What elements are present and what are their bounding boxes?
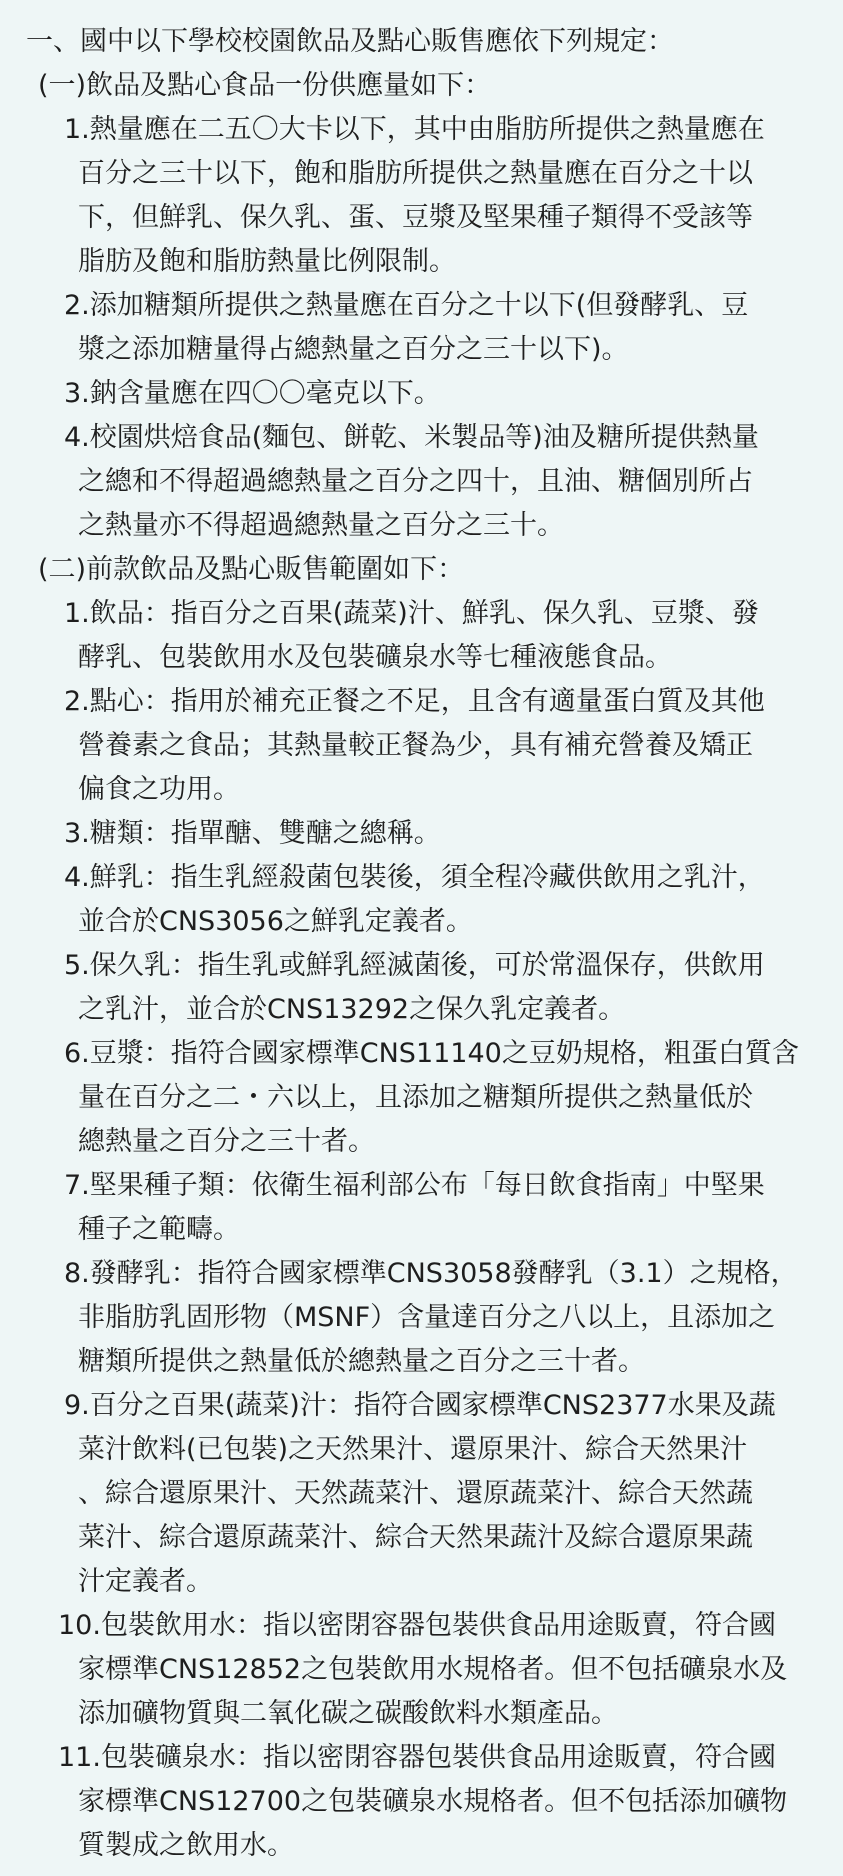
list-item-continuation: 菜汁、綜合還原蔬菜汁、綜合天然果蔬汁及綜合還原果蔬 xyxy=(78,1522,753,1553)
list-item: 1.熱量應在二五〇大卡以下，其中由脂肪所提供之熱量應在 xyxy=(64,114,765,145)
list-item: 7.堅果種子類：依衛生福利部公布「每日飲食指南」中堅果 xyxy=(64,1170,765,1201)
list-item: 2.點心：指用於補充正餐之不足，且含有適量蛋白質及其他 xyxy=(64,686,765,717)
list-item-continuation: 脂肪及飽和脂肪熱量比例限制。 xyxy=(78,246,456,277)
list-item-continuation: 總熱量之百分之三十者。 xyxy=(78,1126,375,1157)
list-item: 4.校園烘焙食品(麵包、餅乾、米製品等)油及糖所提供熱量 xyxy=(64,422,759,453)
list-item: 3.鈉含量應在四〇〇毫克以下。 xyxy=(64,378,441,409)
section-label: (一)飲品及點心食品一份供應量如下： xyxy=(38,70,492,101)
list-item-continuation: 之總和不得超過總熱量之百分之四十，且油、糖個別所占 xyxy=(78,466,753,497)
list-item-continuation: 糖類所提供之熱量低於總熱量之百分之三十者。 xyxy=(78,1346,645,1377)
list-item-continuation: 並合於CNS3056之鮮乳定義者。 xyxy=(78,906,473,937)
list-item-continuation: 營養素之食品；其熱量較正餐為少，具有補充營養及矯正 xyxy=(78,730,753,761)
list-item: 1.飲品：指百分之百果(蔬菜)汁、鮮乳、保久乳、豆漿、發 xyxy=(64,598,759,629)
list-item-continuation: 之乳汁，並合於CNS13292之保久乳定義者。 xyxy=(78,994,626,1025)
list-item: 6.豆漿：指符合國家標準CNS11140之豆奶規格，粗蛋白質含 xyxy=(64,1038,799,1069)
list-item-continuation: 菜汁飲料(已包裝)之天然果汁、還原果汁、綜合天然果汁 xyxy=(78,1434,748,1465)
list-item-continuation: 添加礦物質與二氧化碳之碳酸飲料水類產品。 xyxy=(78,1698,618,1729)
list-item-continuation: 酵乳、包裝飲用水及包裝礦泉水等七種液態食品。 xyxy=(78,642,672,673)
list-item-continuation: 之熱量亦不得超過總熱量之百分之三十。 xyxy=(78,510,564,541)
list-item-continuation: 質製成之飲用水。 xyxy=(78,1830,294,1861)
list-item-continuation: 漿之添加糖量得占總熱量之百分之三十以下)。 xyxy=(78,334,629,365)
list-item-continuation: 家標準CNS12700之包裝礦泉水規格者。但不包括添加礦物 xyxy=(78,1786,788,1817)
list-item: 8.發酵乳：指符合國家標準CNS3058發酵乳（3.1）之規格， xyxy=(64,1258,798,1289)
list-item: 10.包裝飲用水：指以密閉容器包裝供食品用途販賣，符合國 xyxy=(58,1610,776,1641)
list-item: 2.添加糖類所提供之熱量應在百分之十以下(但發酵乳、豆 xyxy=(64,290,749,321)
list-item: 9.百分之百果(蔬菜)汁：指符合國家標準CNS2377水果及蔬 xyxy=(64,1390,776,1421)
list-item-continuation: 、綜合還原果汁、天然蔬菜汁、還原蔬菜汁、綜合天然蔬 xyxy=(78,1478,753,1509)
list-item: 4.鮮乳：指生乳經殺菌包裝後，須全程冷藏供飲用之乳汁， xyxy=(64,862,765,893)
list-item-continuation: 量在百分之二・六以上，且添加之糖類所提供之熱量低於 xyxy=(78,1082,753,1113)
list-item-continuation: 汁定義者。 xyxy=(78,1566,213,1597)
list-item-continuation: 偏食之功用。 xyxy=(78,774,240,805)
section-label: (二)前款飲品及點心販售範圍如下： xyxy=(38,554,465,585)
list-item: 3.糖類：指單醣、雙醣之總稱。 xyxy=(64,818,441,849)
list-item-continuation: 家標準CNS12852之包裝飲用水規格者。但不包括礦泉水及 xyxy=(78,1654,788,1685)
list-item-continuation: 百分之三十以下，飽和脂肪所提供之熱量應在百分之十以 xyxy=(78,158,753,189)
list-item-continuation: 種子之範疇。 xyxy=(78,1214,240,1245)
document-heading: 一、國中以下學校校園飲品及點心販售應依下列規定： xyxy=(26,26,674,57)
list-item-continuation: 非脂肪乳固形物（MSNF）含量達百分之八以上，且添加之 xyxy=(78,1302,776,1333)
list-item: 5.保久乳：指生乳或鮮乳經滅菌後，可於常溫保存，供飲用 xyxy=(64,950,765,981)
list-item-continuation: 下，但鮮乳、保久乳、蛋、豆漿及堅果種子類得不受該等 xyxy=(78,202,753,233)
list-item: 11.包裝礦泉水：指以密閉容器包裝供食品用途販賣，符合國 xyxy=(58,1742,776,1773)
